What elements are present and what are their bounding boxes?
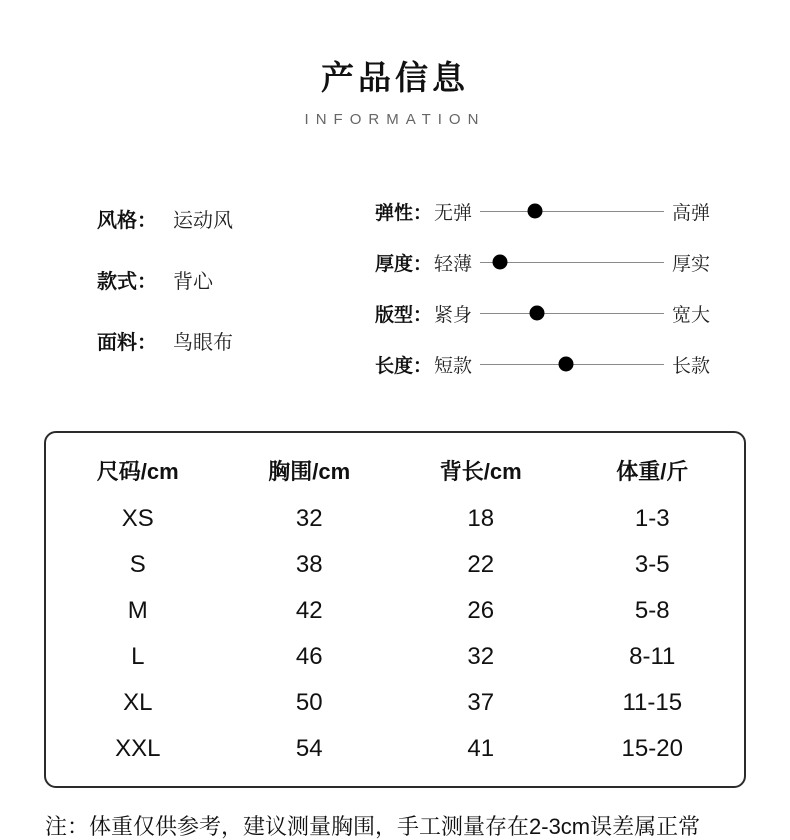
slider-dot-icon (559, 357, 574, 372)
attribute-value: 运动风 (173, 210, 233, 232)
attribute-row-type (97, 265, 233, 294)
size-col-header: 尺码/cm (96, 459, 179, 484)
slider-row-length (375, 353, 710, 375)
table-row (52, 542, 738, 588)
size-table (44, 431, 746, 788)
slider-row-thickness (375, 251, 710, 273)
slider-right-label: 宽大 (671, 304, 710, 326)
size-cell: 1-3 (634, 505, 670, 532)
footer-note: 注：体重仅供参考，建议测量胸围，手工测量存在2-3cm误差属正常 (45, 814, 701, 839)
slider-track (480, 211, 664, 212)
size-cell: 11-15 (622, 689, 683, 716)
product-attributes-section (0, 200, 790, 375)
slider-dot-icon (493, 255, 508, 270)
size-cell: XS (121, 505, 154, 532)
size-cell: S (129, 551, 146, 578)
slider-left-label: 短款 (434, 355, 473, 377)
size-cell: 46 (295, 643, 323, 670)
slider-label: 版型： (375, 304, 433, 326)
attribute-label: 风格： (97, 210, 157, 232)
slider-list (375, 200, 710, 375)
size-col-header: 体重/斤 (616, 459, 689, 484)
size-col-header: 胸围/cm (268, 459, 351, 484)
slider-row-elasticity (375, 200, 710, 222)
page-title: 产品信息 (321, 59, 469, 96)
attribute-list (97, 200, 233, 375)
slider-right-label: 厚实 (671, 253, 710, 275)
attribute-label: 面料： (97, 332, 157, 354)
slider-dot-icon (528, 204, 543, 219)
slider-label: 长度： (375, 355, 433, 377)
size-cell: 8-11 (629, 643, 676, 670)
slider-left-label: 无弹 (434, 202, 473, 224)
size-cell: 18 (467, 505, 495, 532)
slider-label: 弹性： (375, 202, 433, 224)
slider-left-label: 轻薄 (434, 253, 473, 275)
size-cell: 41 (467, 735, 495, 762)
size-cell: 3-5 (634, 551, 670, 578)
size-table-grid (52, 443, 738, 772)
size-cell: XXL (115, 735, 161, 762)
slider-track (480, 262, 664, 263)
size-cell: 32 (295, 505, 323, 532)
table-row (52, 726, 738, 772)
attribute-row-style (97, 204, 233, 233)
size-cell: M (127, 597, 148, 624)
attribute-label: 款式： (97, 271, 157, 293)
table-row (52, 680, 738, 726)
attribute-row-fabric (97, 326, 233, 355)
size-cell: 5-8 (634, 597, 670, 624)
size-cell: XL (123, 689, 153, 716)
slider-right-label: 高弹 (671, 202, 710, 224)
slider-left-label: 紧身 (434, 304, 473, 326)
size-col-header: 背长/cm (439, 459, 522, 484)
slider-dot-icon (530, 306, 545, 321)
slider-track (480, 313, 664, 314)
size-cell: L (131, 643, 145, 670)
size-table-header-row (52, 443, 738, 496)
size-cell: 26 (467, 597, 495, 624)
slider-track (480, 364, 664, 365)
size-cell: 22 (467, 551, 495, 578)
slider-row-fit (375, 302, 710, 324)
slider-label: 厚度： (375, 253, 433, 275)
size-cell: 15-20 (621, 735, 683, 762)
page-subtitle: INFORMATION (304, 111, 486, 128)
slider-right-label: 长款 (671, 355, 710, 377)
attribute-value: 鸟眼布 (173, 332, 233, 354)
size-cell: 54 (295, 735, 323, 762)
size-cell: 42 (295, 597, 323, 624)
table-row (52, 634, 738, 680)
table-row (52, 588, 738, 634)
size-cell: 37 (467, 689, 495, 716)
table-row (52, 496, 738, 542)
attribute-value: 背心 (173, 271, 213, 293)
size-cell: 50 (295, 689, 323, 716)
size-cell: 32 (467, 643, 495, 670)
header (0, 0, 790, 128)
size-cell: 38 (295, 551, 323, 578)
